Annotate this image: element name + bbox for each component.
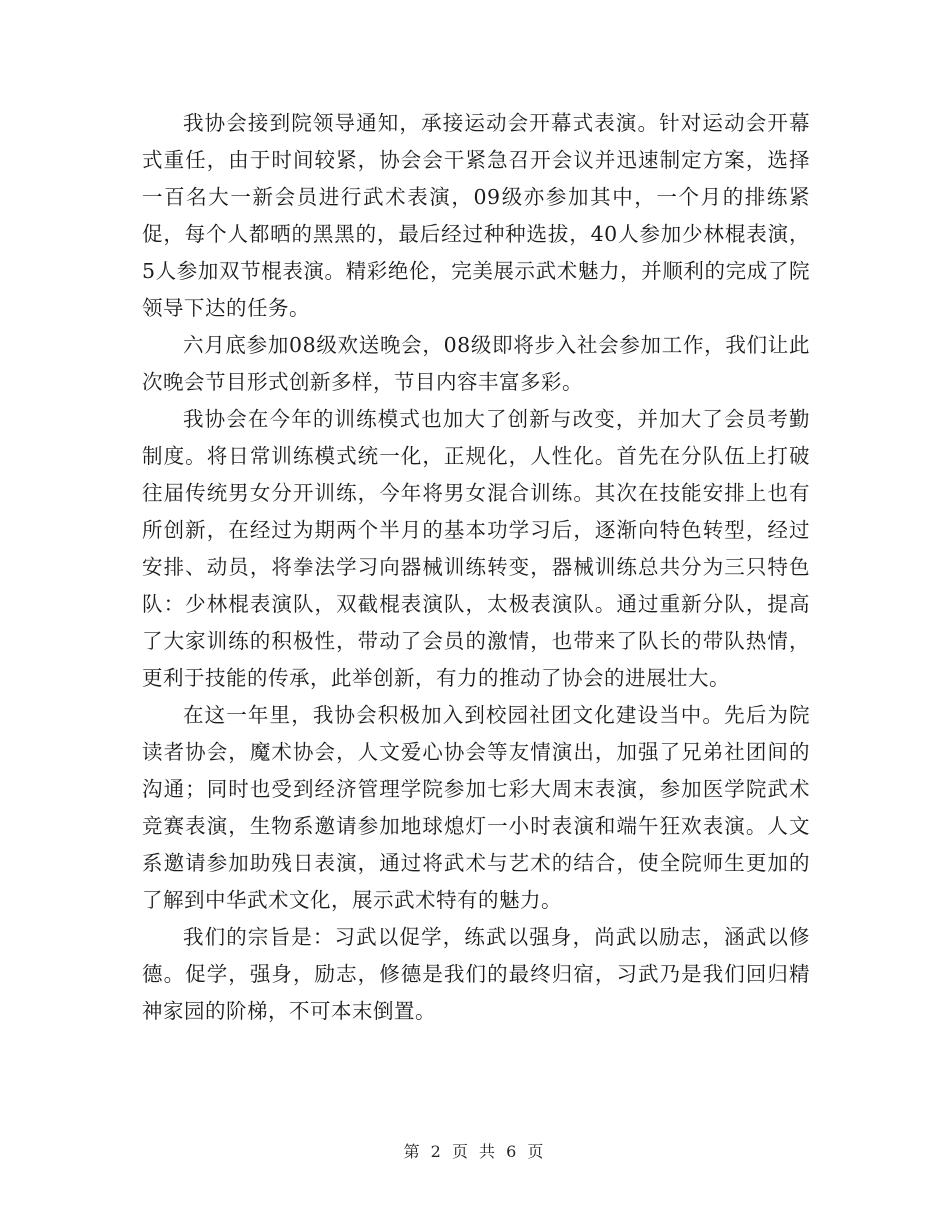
paragraph-purpose: 我们的宗旨是：习武以促学，练武以强身，尚武以励志，涵武以修德。促学，强身，励志，修德是我们的最终归宿，习武乃是我们回归精神家园的阶梯，不可本末倒置。	[142, 925, 810, 1023]
paragraph-training-reform: 我协会在今年的训练模式也加大了创新与改变，并加大了会员考勤制度。将日常训练模式统一化，正规化，人性化。首先在分队伍上打破往届传统男女分开训练，今年将男女混合训练。其次在技能安排上也有所创新，在经过为期两个半月的基本功学习后，逐渐向特色转型，经过安排、动员，将拳法学习向器械训练转变，器械训练总共分为三只特色队：少林棍表演队，双截棍表演队，太极表演队。通过重新分队，提高了大家训练的积极性，带动了会员的激情，也带来了队长的带队热情，更利于技能的传承，此举创新，有力的推动了协会的进展壮大。	[142, 407, 810, 690]
paragraph-opening-ceremony: 我协会接到院领导通知，承接运动会开幕式表演。针对运动会开幕式重任，由于时间较紧，协会会干紧急召开会议并迅速制定方案，选择一百名大一新会员进行武术表演，09级亦参加其中，一个月的排练紧促，每个人都晒的黑黑的，最后经过种种选拔，40人参加少林棍表演，5人参加双节棍表演。精彩绝伦，完美展示武术魅力，并顺利的完成了院领导下达的任务。	[142, 111, 810, 320]
paragraph-campus-culture: 在这一年里，我协会积极加入到校园社团文化建设当中。先后为院读者协会，魔术协会，人文爱心协会等友情演出，加强了兄弟社团间的沟通；同时也受到经济管理学院参加七彩大周末表演，参加医学院武术竞赛表演，生物系邀请参加地球熄灯一小时表演和端午狂欢表演。人文系邀请参加助残日表演，通过将武术与艺术的结合，使全院师生更加的了解到中华武术文化，展示武术特有的魅力。	[142, 703, 810, 912]
page-number-footer: 第 2 页 共 6 页	[403, 1142, 547, 1161]
paragraph-farewell-party: 六月底参加08级欢送晚会，08级即将步入社会参加工作，我们让此次晚会节目形式创新多样，节目内容丰富多彩。	[142, 333, 810, 394]
document-body	[142, 105, 810, 1030]
